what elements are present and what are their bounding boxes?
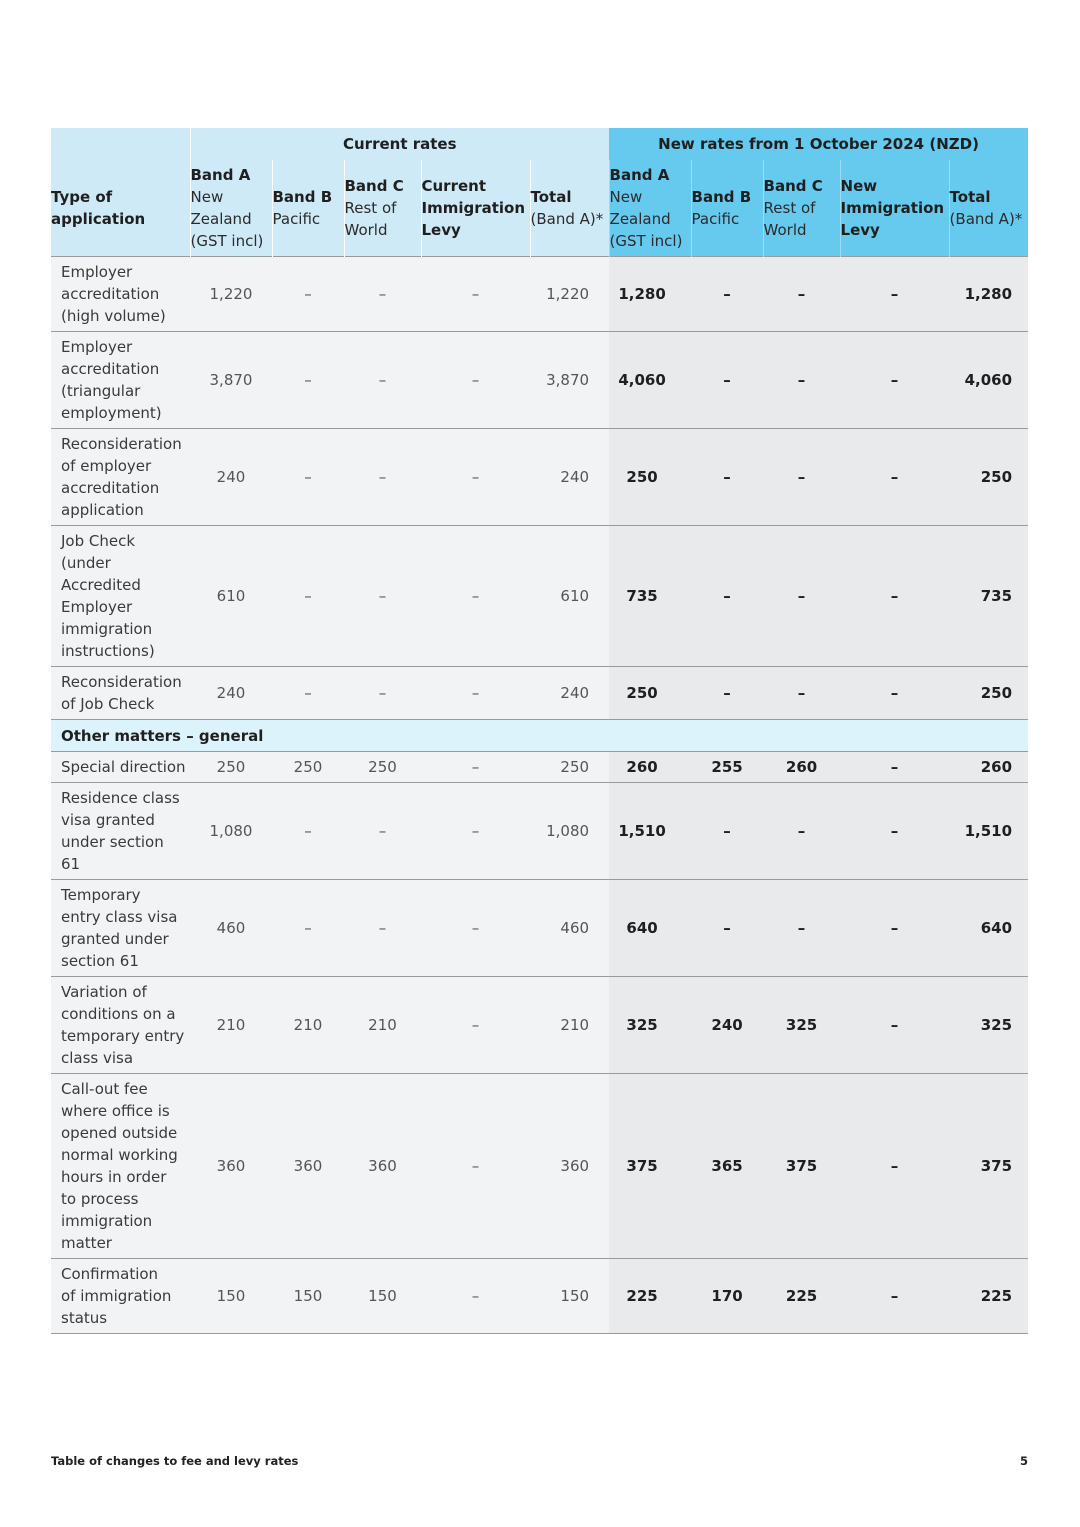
col-sub: Immigration: [421, 199, 526, 217]
cell-new-band-a: 735: [609, 526, 691, 667]
row-label-line: (high volume): [61, 307, 166, 325]
col-sub: World: [763, 221, 807, 239]
cell-current-levy: –: [421, 526, 530, 667]
col-sub: Pacific: [691, 210, 740, 228]
col-sub: Immigration: [840, 199, 945, 217]
col-title: Band A: [609, 166, 670, 184]
cell-new-levy: –: [840, 429, 949, 526]
cell-current-levy: –: [421, 880, 530, 977]
row-label: [51, 880, 190, 977]
row-label: [51, 752, 190, 783]
row-label-line: Temporary: [61, 886, 141, 904]
cell-current-levy: –: [421, 667, 530, 720]
cell-new-band-c: 375: [763, 1074, 840, 1259]
cell-current-band-b: –: [272, 880, 344, 977]
cell-current-total: 1,220: [530, 257, 609, 332]
cell-current-levy: –: [421, 783, 530, 880]
cell-new-band-b: –: [691, 257, 763, 332]
row-label-line: of immigration: [61, 1287, 172, 1305]
col-title: Band C: [763, 177, 823, 195]
cell-current-band-b: 250: [272, 752, 344, 783]
col-sub: (GST incl): [190, 232, 264, 250]
row-label: [51, 257, 190, 332]
cell-new-band-b: –: [691, 880, 763, 977]
cell-new-band-a: 225: [609, 1259, 691, 1334]
col-header-current-band-b: [272, 160, 344, 257]
cell-new-total: 1,510: [949, 783, 1028, 880]
cell-new-levy: –: [840, 783, 949, 880]
cell-new-total: 735: [949, 526, 1028, 667]
cell-new-levy: –: [840, 257, 949, 332]
col-header-new-band-b: [691, 160, 763, 257]
cell-new-levy: –: [840, 1259, 949, 1334]
row-label-line: Call-out fee: [61, 1080, 148, 1098]
cell-current-total: 360: [530, 1074, 609, 1259]
cell-current-band-c: –: [344, 257, 421, 332]
row-label-line: immigration: [61, 620, 153, 638]
cell-new-band-c: 225: [763, 1259, 840, 1334]
cell-new-band-b: –: [691, 783, 763, 880]
row-label-line: instructions): [61, 642, 155, 660]
cell-new-band-a: 260: [609, 752, 691, 783]
row-label-line: (triangular: [61, 382, 141, 400]
row-label-line: Employer: [61, 598, 133, 616]
cell-current-band-c: –: [344, 332, 421, 429]
fee-rates-table: [51, 128, 1028, 1334]
col-title: Band B: [691, 188, 752, 206]
col-title: New: [840, 177, 878, 195]
cell-new-total: 1,280: [949, 257, 1028, 332]
row-label-line: where office is: [61, 1102, 170, 1120]
row-label-line: of Job Check: [61, 695, 155, 713]
col-header-current-levy: [421, 160, 530, 257]
col-sub: Rest of: [344, 199, 397, 217]
cell-current-band-a: 150: [190, 1259, 272, 1334]
cell-current-total: 250: [530, 752, 609, 783]
cell-current-band-c: –: [344, 429, 421, 526]
group-header-blank: [51, 128, 190, 160]
cell-current-band-a: 610: [190, 526, 272, 667]
cell-new-band-b: –: [691, 667, 763, 720]
cell-current-band-b: –: [272, 429, 344, 526]
cell-new-levy: –: [840, 977, 949, 1074]
col-header-new-total: [949, 160, 1028, 257]
cell-current-total: 240: [530, 667, 609, 720]
cell-current-band-a: 250: [190, 752, 272, 783]
cell-current-band-b: –: [272, 783, 344, 880]
column-header-row: [51, 160, 1028, 257]
cell-current-band-a: 210: [190, 977, 272, 1074]
cell-current-levy: –: [421, 977, 530, 1074]
col-sub: Levy: [840, 221, 880, 239]
cell-new-band-c: –: [763, 257, 840, 332]
col-header-current-band-a: [190, 160, 272, 257]
cell-new-band-a: 4,060: [609, 332, 691, 429]
cell-current-band-b: –: [272, 526, 344, 667]
row-label-line: Residence class: [61, 789, 180, 807]
col-sub: Zealand: [609, 210, 671, 228]
cell-current-band-c: –: [344, 880, 421, 977]
cell-new-total: 640: [949, 880, 1028, 977]
table-row: [51, 1074, 1028, 1259]
cell-new-band-a: 250: [609, 429, 691, 526]
row-label: [51, 1074, 190, 1259]
cell-current-total: 3,870: [530, 332, 609, 429]
row-label-line: status: [61, 1309, 108, 1327]
cell-current-total: 210: [530, 977, 609, 1074]
cell-current-band-c: –: [344, 526, 421, 667]
cell-new-band-b: –: [691, 429, 763, 526]
cell-new-band-c: –: [763, 667, 840, 720]
row-label-line: accreditation: [61, 285, 160, 303]
footer-title: Table of changes to fee and levy rates: [51, 1454, 299, 1468]
cell-current-total: 1,080: [530, 783, 609, 880]
cell-current-levy: –: [421, 429, 530, 526]
col-sub: New: [609, 188, 643, 206]
row-label: [51, 332, 190, 429]
table-row: [51, 429, 1028, 526]
col-header-new-levy: [840, 160, 949, 257]
cell-new-total: 325: [949, 977, 1028, 1074]
row-label-line: immigration: [61, 1212, 153, 1230]
row-label-line: class visa: [61, 1049, 134, 1067]
table-row: [51, 752, 1028, 783]
cell-new-band-a: 325: [609, 977, 691, 1074]
cell-new-band-c: 260: [763, 752, 840, 783]
col-title: Band A: [190, 166, 251, 184]
col-sub: (Band A)*: [949, 210, 1023, 228]
row-label: [51, 783, 190, 880]
cell-new-band-b: 255: [691, 752, 763, 783]
col-sub: (Band A)*: [530, 210, 604, 228]
cell-new-band-c: –: [763, 783, 840, 880]
col-header-type-label: Type of application: [51, 188, 146, 228]
row-label-line: matter: [61, 1234, 112, 1252]
row-label-line: conditions on a: [61, 1005, 176, 1023]
table-row: [51, 977, 1028, 1074]
cell-current-band-c: –: [344, 667, 421, 720]
row-label-line: visa granted: [61, 811, 155, 829]
row-label-line: Accredited: [61, 576, 141, 594]
col-header-new-band-c: [763, 160, 840, 257]
row-label-line: under section 61: [61, 833, 164, 873]
cell-current-band-c: –: [344, 783, 421, 880]
cell-new-total: 250: [949, 429, 1028, 526]
cell-new-band-c: –: [763, 332, 840, 429]
col-title: Band B: [272, 188, 333, 206]
cell-new-band-a: 1,280: [609, 257, 691, 332]
cell-current-band-a: 360: [190, 1074, 272, 1259]
current-rates-header: Current rates: [190, 128, 609, 160]
cell-new-total: 375: [949, 1074, 1028, 1259]
cell-current-total: 150: [530, 1259, 609, 1334]
cell-current-total: 610: [530, 526, 609, 667]
cell-current-band-b: 360: [272, 1074, 344, 1259]
new-rates-header: New rates from 1 October 2024 (NZD): [609, 128, 1028, 160]
cell-new-band-c: –: [763, 429, 840, 526]
row-label: [51, 526, 190, 667]
table-row: [51, 1259, 1028, 1334]
col-sub: World: [344, 221, 388, 239]
col-header-current-band-c: [344, 160, 421, 257]
row-label-line: temporary entry: [61, 1027, 185, 1045]
col-title: Band C: [344, 177, 404, 195]
col-sub: (GST incl): [609, 232, 683, 250]
cell-new-band-c: –: [763, 880, 840, 977]
section-heading: Other matters – general: [51, 720, 1028, 752]
row-label: [51, 429, 190, 526]
cell-current-levy: –: [421, 1259, 530, 1334]
cell-new-band-a: 640: [609, 880, 691, 977]
row-label-line: entry class visa: [61, 908, 178, 926]
cell-new-band-a: 375: [609, 1074, 691, 1259]
row-label-line: normal working: [61, 1146, 178, 1164]
cell-new-band-b: 170: [691, 1259, 763, 1334]
col-header-current-total: [530, 160, 609, 257]
cell-current-band-c: 250: [344, 752, 421, 783]
cell-current-levy: –: [421, 752, 530, 783]
cell-new-band-b: 240: [691, 977, 763, 1074]
row-label-line: Employer: [61, 263, 133, 281]
cell-new-levy: –: [840, 880, 949, 977]
col-sub: Pacific: [272, 210, 321, 228]
row-label-line: opened outside: [61, 1124, 178, 1142]
cell-new-band-b: 365: [691, 1074, 763, 1259]
cell-current-band-a: 3,870: [190, 332, 272, 429]
row-label: [51, 667, 190, 720]
row-label-line: accreditation: [61, 360, 160, 378]
cell-new-levy: –: [840, 526, 949, 667]
row-label-line: hours in order: [61, 1168, 167, 1186]
row-label-line: granted under: [61, 930, 169, 948]
table-row: [51, 880, 1028, 977]
col-title: Current: [421, 177, 487, 195]
table-row: [51, 783, 1028, 880]
cell-new-total: 4,060: [949, 332, 1028, 429]
cell-current-band-c: 210: [344, 977, 421, 1074]
cell-new-band-c: 325: [763, 977, 840, 1074]
row-label-line: to process: [61, 1190, 139, 1208]
cell-current-total: 240: [530, 429, 609, 526]
cell-current-band-a: 460: [190, 880, 272, 977]
cell-current-levy: –: [421, 1074, 530, 1259]
cell-current-band-b: 210: [272, 977, 344, 1074]
row-label-line: Special direction: [61, 758, 186, 776]
cell-new-band-b: –: [691, 526, 763, 667]
row-label: [51, 1259, 190, 1334]
cell-new-total: 225: [949, 1259, 1028, 1334]
col-sub: Zealand: [190, 210, 252, 228]
col-sub: Levy: [421, 221, 461, 239]
table-row: [51, 667, 1028, 720]
cell-current-band-b: 150: [272, 1259, 344, 1334]
row-label: [51, 977, 190, 1074]
table-row: [51, 526, 1028, 667]
group-header-row: [51, 128, 1028, 160]
cell-new-levy: –: [840, 752, 949, 783]
row-label-line: Reconsideration: [61, 673, 182, 691]
cell-new-levy: –: [840, 1074, 949, 1259]
table-row: [51, 332, 1028, 429]
cell-new-total: 260: [949, 752, 1028, 783]
col-header-new-band-a: [609, 160, 691, 257]
cell-current-levy: –: [421, 332, 530, 429]
cell-new-band-a: 1,510: [609, 783, 691, 880]
row-label-line: section 61: [61, 952, 139, 970]
row-label-line: Reconsideration: [61, 435, 182, 453]
cell-new-band-b: –: [691, 332, 763, 429]
cell-current-levy: –: [421, 257, 530, 332]
table-row: [51, 257, 1028, 332]
row-label-line: employment): [61, 404, 162, 422]
cell-current-band-b: –: [272, 667, 344, 720]
section-row: [51, 720, 1028, 752]
cell-current-band-c: 360: [344, 1074, 421, 1259]
col-title: Total: [949, 188, 991, 206]
cell-current-band-a: 1,220: [190, 257, 272, 332]
table-body: [51, 257, 1028, 1334]
cell-current-band-c: 150: [344, 1259, 421, 1334]
cell-current-band-a: 1,080: [190, 783, 272, 880]
row-label-line: Variation of: [61, 983, 147, 1001]
row-label-line: Job Check (under: [61, 532, 136, 572]
cell-current-band-a: 240: [190, 429, 272, 526]
row-label-line: accreditation: [61, 479, 160, 497]
cell-new-total: 250: [949, 667, 1028, 720]
cell-current-band-a: 240: [190, 667, 272, 720]
cell-current-total: 460: [530, 880, 609, 977]
row-label-line: Confirmation: [61, 1265, 159, 1283]
cell-new-levy: –: [840, 332, 949, 429]
col-title: Total: [530, 188, 572, 206]
cell-new-band-c: –: [763, 526, 840, 667]
col-sub: Rest of: [763, 199, 816, 217]
row-label-line: of employer: [61, 457, 152, 475]
cell-current-band-b: –: [272, 332, 344, 429]
cell-new-band-a: 250: [609, 667, 691, 720]
row-label-line: application: [61, 501, 144, 519]
col-header-type: [51, 160, 190, 257]
page-number: 5: [1019, 1454, 1028, 1468]
cell-new-levy: –: [840, 667, 949, 720]
row-label-line: Employer: [61, 338, 133, 356]
col-sub: New: [190, 188, 224, 206]
cell-current-band-b: –: [272, 257, 344, 332]
